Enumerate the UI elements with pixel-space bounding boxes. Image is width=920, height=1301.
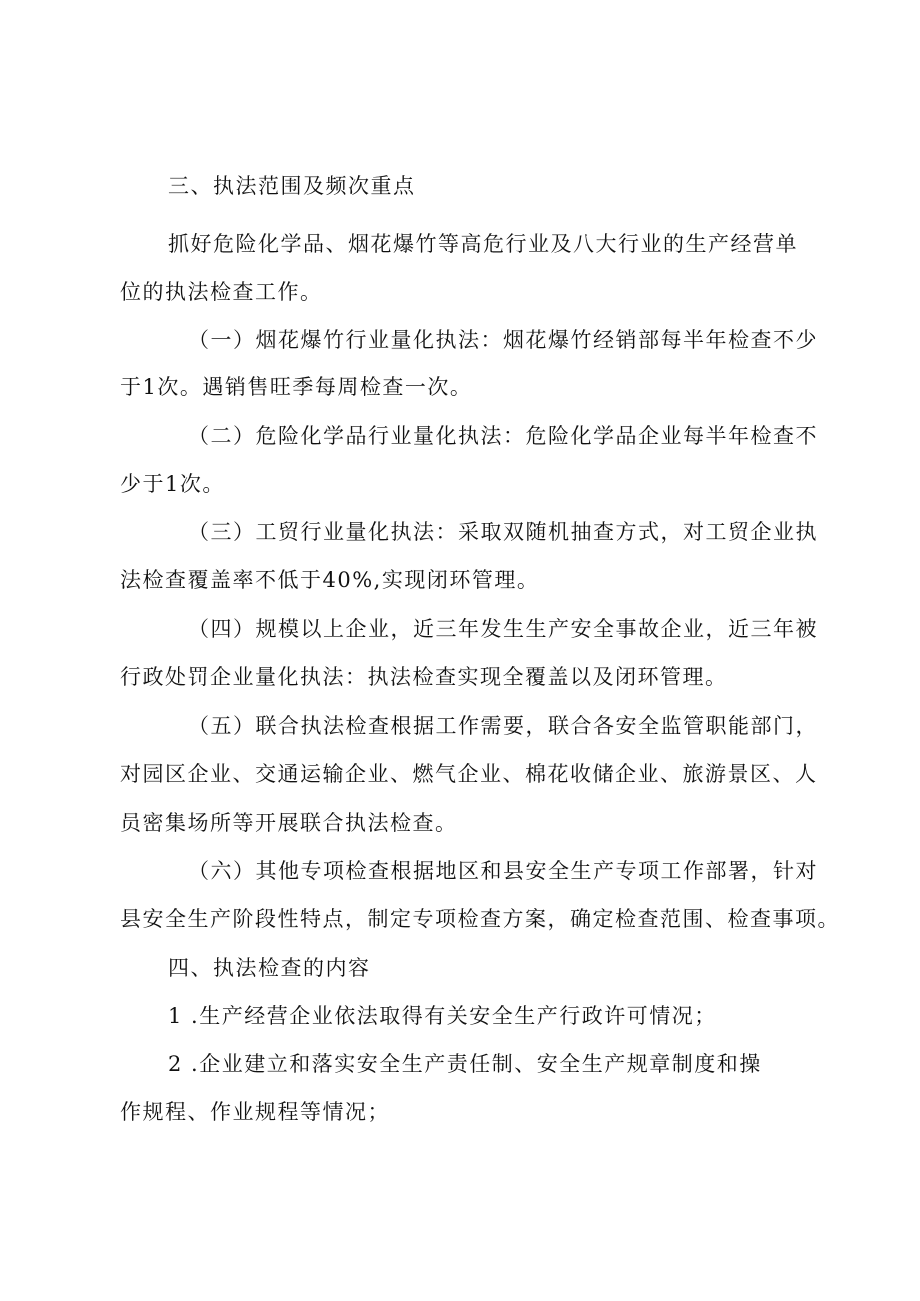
- item-four-line1: （四）规模以上企业，近三年发生生产安全事故企业，近三年被: [188, 617, 818, 641]
- item-four-line2: 行政处罚企业量化执法：执法检查实现全覆盖以及闭环管理。: [120, 665, 728, 689]
- item-one-line1: （一）烟花爆竹行业量化执法：烟花爆竹经销部每半年检查不少: [188, 328, 818, 352]
- item-three-line2: 法检查覆盖率不低于40%,实现闭环管理。: [120, 568, 540, 592]
- item-six-line1: （六）其他专项检查根据地区和县安全生产专项工作部署，针对: [188, 859, 818, 883]
- item-three-line1: （三）工贸行业量化执法：采取双随机抽查方式，对工贸企业执: [188, 520, 818, 544]
- content-item-one: 1 .生产经营企业依法取得有关安全生产行政许可情况；: [168, 1004, 717, 1028]
- content-item-two-line2: 作规程、作业规程等情况；: [120, 1100, 390, 1124]
- item-five-line2: 对园区企业、交通运输企业、燃气企业、棉花收储企业、旅游景区、人: [120, 762, 818, 786]
- item-five-line3: 员密集场所等开展联合执法检查。: [120, 811, 458, 835]
- section-three-heading: 三、执法范围及频次重点: [168, 174, 416, 198]
- content-item-two-line1: 2 .企业建立和落实安全生产责任制、安全生产规章制度和操: [168, 1052, 762, 1076]
- item-one-line2: 于1次。遇销售旺季每周检查一次。: [120, 375, 473, 399]
- item-six-line2: 县安全生产阶段性特点，制定专项检查方案，确定检查范围、检查事项。: [120, 907, 840, 931]
- item-five-line1: （五）联合执法检查根据工作需要，联合各安全监管职能部门，: [188, 714, 818, 738]
- section-three-intro-line2: 位的执法检查工作。: [120, 280, 323, 304]
- item-two-line2: 少于1次。: [120, 472, 225, 496]
- section-four-heading: 四、执法检查的内容: [168, 956, 371, 980]
- item-two-line1: （二）危险化学品行业量化执法：危险化学品企业每半年检查不: [188, 424, 818, 448]
- section-three-intro-line1: 抓好危险化学品、烟花爆竹等高危行业及八大行业的生产经营单: [168, 232, 798, 256]
